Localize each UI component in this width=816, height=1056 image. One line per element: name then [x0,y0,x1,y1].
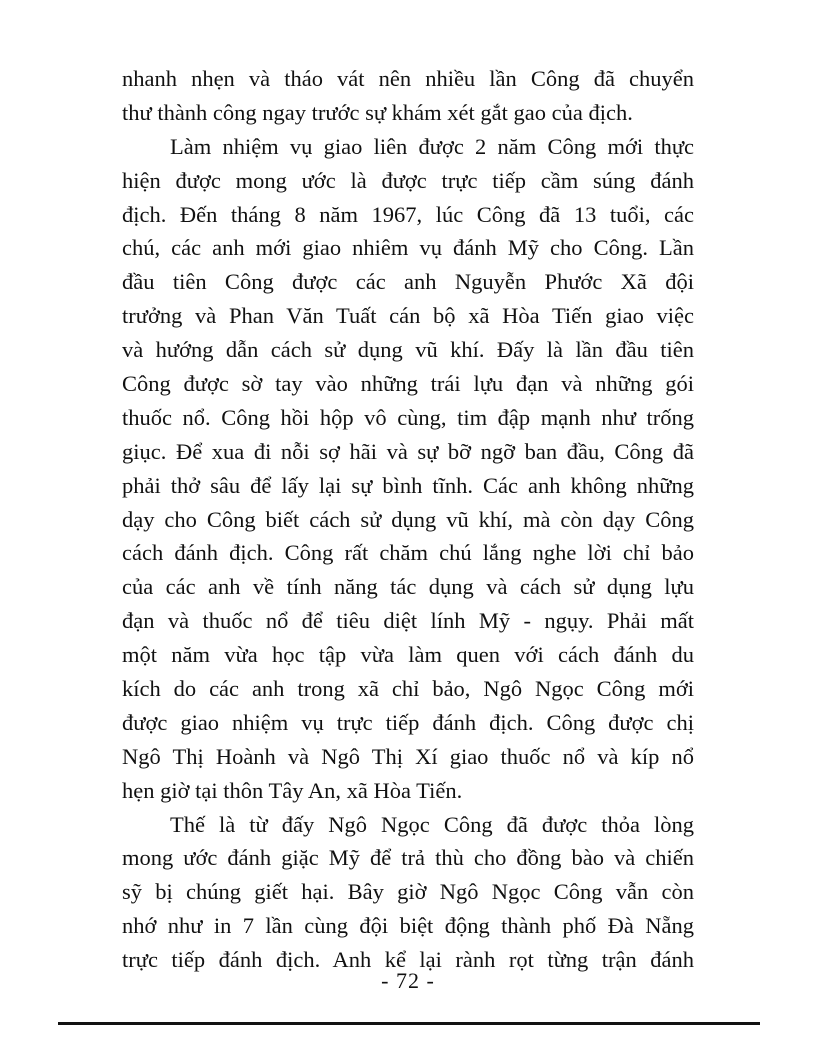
text-line: được giao nhiệm vụ trực tiếp đánh địch. Công được chị [122,709,694,735]
text-line: Ngô Thị Hoành và Ngô Thị Xí giao thuốc nổ và kíp nổ [122,743,694,769]
text-line: trực tiếp đánh địch. Anh kể lại rành rọt từng trận đánh [122,947,694,973]
text-line: nhanh nhẹn và tháo vát nên nhiều lần Công đã chuyển [122,66,694,91]
bottom-rule-divider [58,1022,760,1025]
text-line: hiện được mong ước là được trực tiếp cầm súng đánh [122,167,694,193]
text-line: và hướng dẫn cách sử dụng vũ khí. Đấy là lần đầu tiên [122,337,694,363]
text-line: mong ước đánh giặc Mỹ để trả thù cho đồng bào và chiến [122,845,694,871]
text-line: của các anh về tính năng tác dụng và cách sử dụng lựu [122,574,694,600]
text-line: Công được sờ tay vào những trái lựu đạn và những gói [122,371,694,397]
text-line: giục. Để xua đi nỗi sợ hãi và sự bỡ ngỡ ban đầu, Công đã [122,438,694,464]
text-line: hẹn giờ tại thôn Tây An, xã Hòa Tiến. [122,777,463,803]
page-body-text [122,62,694,977]
text-line: dạy cho Công biết cách sử dụng vũ khí, mà còn dạy Công [122,506,694,532]
text-line: địch. Đến tháng 8 năm 1967, lúc Công đã 13 tuổi, các [122,201,694,227]
text-line: chú, các anh mới giao nhiêm vụ đánh Mỹ cho Công. Lần [122,235,694,261]
page-number: - 72 - [381,968,435,993]
text-line: một năm vừa học tập vừa làm quen với cách đánh du [122,642,694,668]
text-line: trưởng và Phan Văn Tuất cán bộ xã Hòa Tiến giao việc [122,303,694,329]
text-line: thuốc nổ. Công hồi hộp vô cùng, tim đập mạnh như trống [122,404,694,430]
text-line: sỹ bị chúng giết hại. Bây giờ Ngô Ngọc Công vẫn còn [122,879,694,905]
text-line: kích do các anh trong xã chỉ bảo, Ngô Ngọc Công mới [122,676,694,702]
text-line: thư thành công ngay trước sự khám xét gắt gao của địch. [122,99,633,125]
paragraph-first-line: Làm nhiệm vụ giao liên được 2 năm Công mới thực [170,133,694,159]
text-line: phải thở sâu để lấy lại sự bình tĩnh. Các anh không những [122,472,694,498]
text-line: đạn và thuốc nổ để tiêu diệt lính Mỹ - ngụy. Phải mất [122,608,694,634]
text-line: đầu tiên Công được các anh Nguyễn Phước Xã đội [122,269,694,295]
paragraph-first-line: Thế là từ đấy Ngô Ngọc Công đã được thỏa lòng [170,811,694,837]
text-line: cách đánh địch. Công rất chăm chú lắng nghe lời chỉ bảo [122,540,694,566]
text-line: nhớ như in 7 lần cùng đội biệt động thành phố Đà Nẵng [122,913,694,939]
